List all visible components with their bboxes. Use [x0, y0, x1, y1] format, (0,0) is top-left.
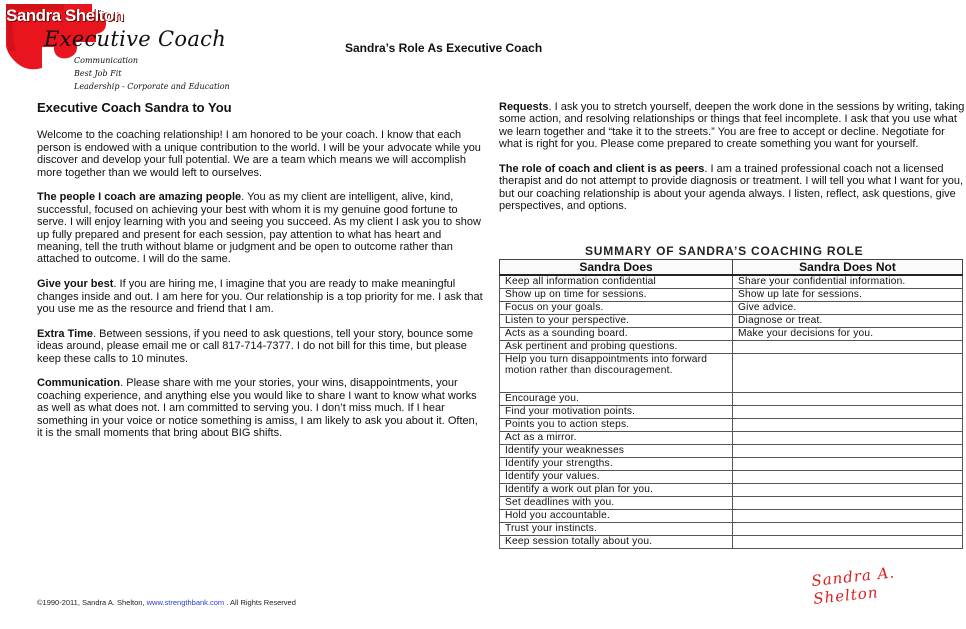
does-cell: Identify your values. [500, 470, 733, 483]
does-not-cell: Show up late for sessions. [733, 288, 963, 301]
people-text: . You as my client are intelligent, alive, kind, successful, focused on achieving your best with whom it is my genuine good fortune to serve. I will enjoy learning with you and seeing you succeed. As my client I ask you to show up fully prepared and present for each session, pay attention to what has heart and meaning, tell the truth without blame or judgment and be open to outcome rather than attached to outcome. I will do the same. [37, 191, 481, 266]
best-label: Give your best [37, 278, 114, 291]
does-cell: Find your motivation points. [500, 405, 733, 418]
right-column [499, 101, 966, 225]
welcome-paragraph: Welcome to the coaching relationship! I am honored to be your coach. I know that each person is endowed with a unique contribution to the world. I will be your advocate while you discover and develop your full potential. We are a team which means we will accomplish more together than we would left to ourselves. [37, 129, 481, 179]
does-cell: Identify a work out plan for you. [500, 483, 733, 496]
does-not-cell [733, 392, 963, 405]
role-label: The role of coach and client is as peers [499, 163, 705, 176]
rights-text: . All Rights Reserved [224, 598, 296, 607]
logo-tagline-3: Leadership - Corporate and Education [74, 82, 230, 91]
does-not-cell [733, 522, 963, 535]
table-row [500, 392, 963, 405]
table-row [500, 470, 963, 483]
coaching-role-table [499, 259, 963, 549]
people-paragraph [37, 191, 483, 265]
does-not-cell [733, 444, 963, 457]
table-row [500, 535, 963, 548]
does-cell: Listen to your perspective. [500, 314, 733, 327]
does-not-cell [733, 353, 963, 392]
logo-name: Sandra Shelton [6, 6, 124, 25]
does-not-cell [733, 405, 963, 418]
best-paragraph [37, 278, 483, 315]
does-not-cell [733, 340, 963, 353]
table-row [500, 327, 963, 340]
table-row [500, 340, 963, 353]
requests-text: . I ask you to stretch yourself, deepen the work done in the sessions by writing, taking some action, and resolving relationships or things that feel incomplete. I ask that you use what we learn together and “take it to the streets.” You are free to accept or decline. Negotiate for what is right for you. Please come prepared to create something you want for yourself. [499, 101, 965, 151]
does-not-cell [733, 431, 963, 444]
requests-label: Requests [499, 101, 549, 113]
table-row [500, 431, 963, 444]
table-row [500, 275, 963, 288]
does-not-cell [733, 509, 963, 522]
does-cell: Hold you accountable. [500, 509, 733, 522]
people-label: The people I coach are amazing people [37, 191, 242, 204]
does-not-cell [733, 457, 963, 470]
role-paragraph [499, 163, 966, 213]
table-row [500, 301, 963, 314]
does-cell: Points you to action steps. [500, 418, 733, 431]
does-cell: Identify your strengths. [500, 457, 733, 470]
extra-time-text: . Between sessions, if you need to ask questions, tell your story, bounce some ideas around, please email me or call 817-714-7377. I do not bill for this time, but please keep these calls to 10 minutes. [37, 327, 474, 365]
does-cell: Show up on time for sessions. [500, 288, 733, 301]
does-cell: Keep session totally about you. [500, 535, 733, 548]
signature: Sandra A. Shelton [810, 563, 896, 608]
does-cell: Help you turn disappointments into forward motion rather than discouragement. [500, 353, 733, 392]
does-not-cell: Diagnose or treat. [733, 314, 963, 327]
table-row [500, 509, 963, 522]
left-column [37, 102, 483, 452]
does-not-cell [733, 470, 963, 483]
communication-paragraph [37, 377, 483, 439]
requests-paragraph [499, 101, 966, 151]
role-text: . I am a trained professional coach not a licensed therapist and do not attempt to provide diagnosis or treatment. I will tell you what I want for you, but our coaching relationship is about your agenda always. I listen, reflect, ask questions, give perspectives, and options. [499, 163, 964, 213]
table-row [500, 457, 963, 470]
best-text: . If you are hiring me, I imagine that you are ready to make meaningful changes inside and out. I am here for you. Our relationship is a top priority for me. I ask that you use me as the resource and friend that I am. [37, 278, 483, 316]
does-not-cell: Share your confidential information. [733, 275, 963, 288]
table-row [500, 522, 963, 535]
does-cell: Focus on your goals. [500, 301, 733, 314]
table-row [500, 483, 963, 496]
extra-time-label: Extra Time [37, 327, 94, 340]
logo [4, 2, 249, 98]
does-cell: Act as a mirror. [500, 431, 733, 444]
logo-tagline-2: Best Job Fit [74, 69, 122, 78]
does-cell: Encourage you. [500, 392, 733, 405]
table-header-row [500, 260, 963, 276]
table-row [500, 288, 963, 301]
website-link[interactable]: www.strengthbank.com [146, 598, 225, 607]
logo-tagline-1: Communication [74, 56, 138, 65]
table-row [500, 405, 963, 418]
logo-title: Executive Coach [44, 27, 227, 51]
does-cell: Identify your weaknesses [500, 444, 733, 457]
table-row [500, 353, 963, 392]
table-row [500, 444, 963, 457]
section-heading: Executive Coach Sandra to You [37, 100, 232, 115]
does-cell: Acts as a sounding board. [500, 327, 733, 340]
column-header-does: Sandra Does [500, 260, 733, 276]
extra-time-paragraph [37, 328, 483, 365]
does-not-cell [733, 535, 963, 548]
page-title: Sandra’s Role As Executive Coach [345, 41, 543, 55]
does-cell: Set deadlines with you. [500, 496, 733, 509]
column-header-does-not: Sandra Does Not [733, 260, 963, 276]
table-row [500, 314, 963, 327]
does-cell: Keep all information confidential [500, 275, 733, 288]
copyright-text: ©1990-2011, Sandra A. Shelton, [37, 598, 147, 607]
summary-title: SUMMARY OF SANDRA’S COACHING ROLE [585, 244, 864, 258]
does-not-cell [733, 496, 963, 509]
footer [37, 598, 296, 607]
communication-text: . Please share with me your stories, your wins, disappointments, your coaching experience, and anything else you would like to share I want to know what works as well as what does not. I am committed to serving you. I don’t miss much. If I hear something in your voice or notice something is amiss, I am likely to ask you about it. Often, it is the small moments that bring about BIG shifts. [37, 377, 478, 440]
does-not-cell: Make your decisions for you. [733, 327, 963, 340]
does-not-cell [733, 483, 963, 496]
table-row [500, 418, 963, 431]
does-cell: Ask pertinent and probing questions. [500, 340, 733, 353]
does-not-cell: Give advice. [733, 301, 963, 314]
table-row [500, 496, 963, 509]
communication-label: Communication [37, 377, 121, 390]
does-not-cell [733, 418, 963, 431]
does-cell: Trust your instincts. [500, 522, 733, 535]
